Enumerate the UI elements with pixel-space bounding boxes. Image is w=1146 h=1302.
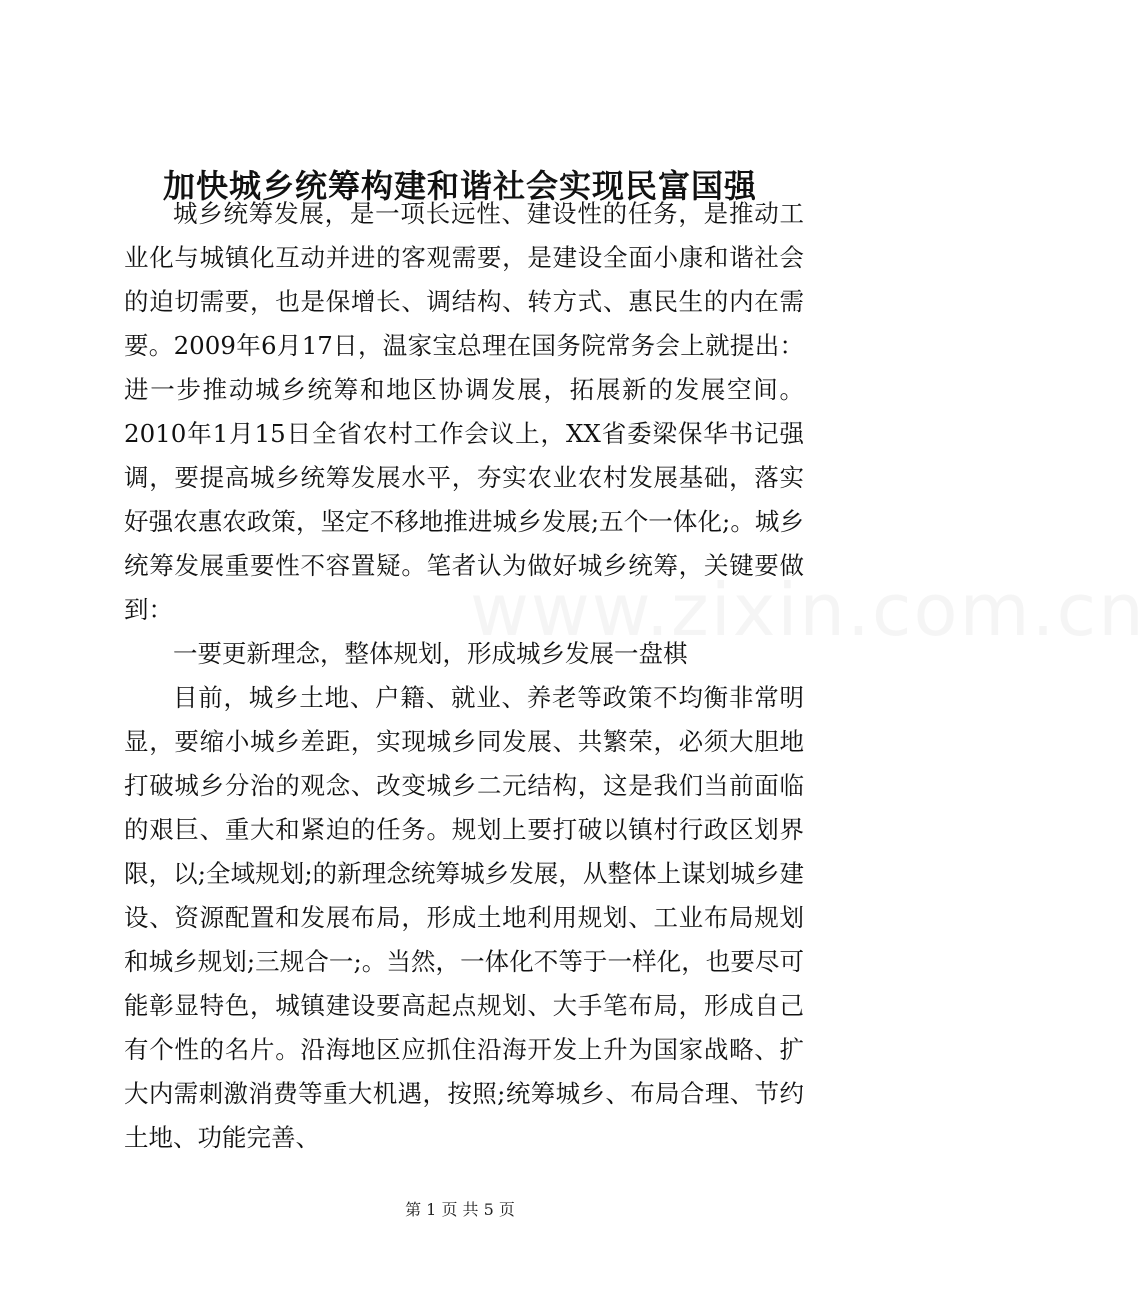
paragraph-section-one: 目前，城乡土地、户籍、就业、养老等政策不均衡非常明显，要缩小城乡差距，实现城乡同发展、共繁荣，必须大胆地打破城乡分治的观念、改变城乡二元结构，这是我们当前面临的艰巨、重大和紧迫的任务。规划上要打破以镇村行政区划界限，以;全域规划;的新理念统筹城乡发展，从整体上谋划城乡建设、资源配置和发展布局，形成土地利用规划、工业布局规划和城乡规划;三规合一;。当然，一体化不等于一样化，也要尽可能彰显特色，城镇建设要高起点规划、大手笔布局，形成自己有个性的名片。沿海地区应抓住沿海开发上升为国家战略、扩大内需刺激消费等重大机遇，按照;统筹城乡、布局合理、节约土地、功能完善、 — [124, 683, 804, 1152]
document-title: 加快城乡统筹构建和谐社会实现民富国强 — [162, 167, 757, 205]
section-heading: 一要更新理念，整体规划，形成城乡发展一盘棋 — [173, 639, 688, 668]
watermark: www.zixin.com.cn — [470, 568, 1146, 652]
document-body — [124, 192, 804, 1160]
paragraph-intro: 城乡统筹发展，是一项长远性、建设性的任务，是推动工业化与城镇化互动并进的客观需要，是建设全面小康和谐社会的迫切需要，也是保增长、调结构、转方式、惠民生的内在需要。2009年6月17日，温家宝总理在国务院常务会上就提出：进一步推动城乡统筹和地区协调发展，拓展新的发展空间。2010年1月15日全省农村工作会议上，XX省委梁保华书记强调，要提高城乡统筹发展水平，夯实农业农村发展基础，落实好强农惠农政策，坚定不移地推进城乡发展;五个一体化;。城乡统筹发展重要性不容置疑。笔者认为做好城乡统筹，关键要做到： — [124, 199, 804, 624]
page-footer: 第 1 页 共 5 页 — [405, 1200, 515, 1219]
